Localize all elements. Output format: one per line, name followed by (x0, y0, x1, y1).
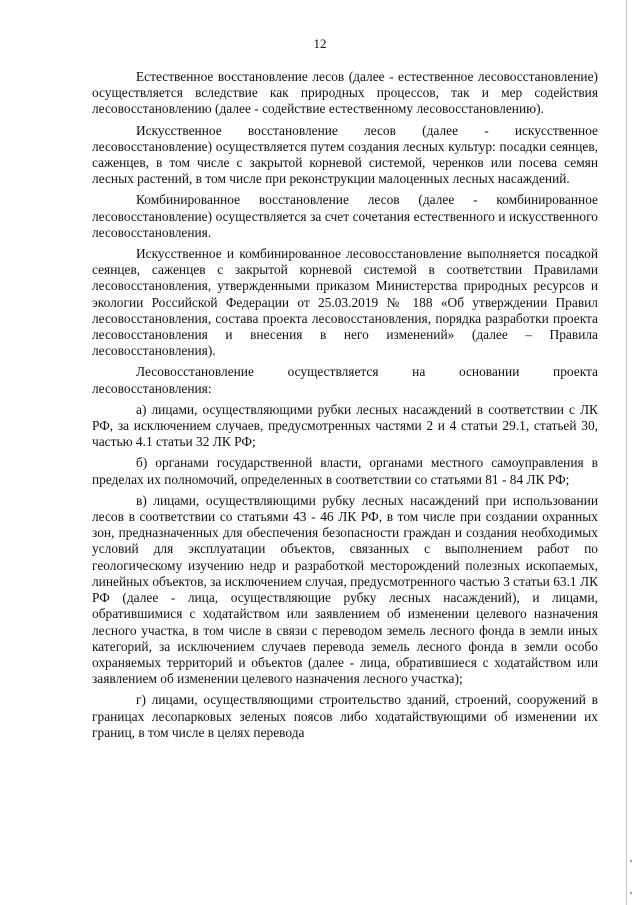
paragraph-natural-reforestation: Естественное восстановление лесов (далее - естественное лесовосстановление) осуществляется вследствие как природных процессов, так и мер содействия лесовосстановлению (далее - содействие естественному лесовосстановлению). (92, 69, 598, 117)
paragraph-reforestation-rules: Искусственное и комбинированное лесовосстановление выполняется посадкой сеянцев, саженцев с закрытой корневой системой в соответствии Правилами лесовосстановления, утвержденными приказом Министерства природных ресурсов и экологии Российской Федерации от 25.03.2019 № 188 «Об утверждении Правил лесовосстановления, состава проекта лесовосстановления, порядка разработки проекта лесовосстановления и внесения в него изменений» (далее – Правила лесовосстановления). (92, 246, 598, 359)
list-item-a: а) лицами, осуществляющими рубки лесных насаждений в соответствии с ЛК РФ, за исключением случаев, предусмотренных частями 2 и 4 статьи 29.1, статьей 30, частью 4.1 статьи 32 ЛК РФ; (92, 401, 598, 450)
document-body (92, 69, 598, 746)
scan-speck (630, 860, 632, 862)
paragraph-artificial-reforestation: Искусственное восстановление лесов (далее - искусственное лесовосстановление) осуществляется путем создания лесных культур: посадки сеянцев, саженцев, в том числе с закрытой корневой системой, черенков или посева семян лесных растений, в том числе при реконструкции малоценных лесных насаждений. (92, 122, 598, 187)
page-number: 12 (313, 36, 327, 51)
scan-edge-line (626, 0, 627, 905)
list-item-b: б) органами государственной власти, органами местного самоуправления в пределах их полномочий, определенных в соответствии со статьями 81 - 84 ЛК РФ; (92, 455, 598, 487)
list-item-v: в) лицами, осуществляющими рубку лесных насаждений при использовании лесов в соответствии со статьями 43 - 46 ЛК РФ, в том числе при создании охранных зон, предназначенных для обеспечения безопасности граждан и создания необходимых условий для эксплуатации объектов, связанных с выполнением работ по геологическому изучению недр и разработкой месторождений полезных ископаемых, линейных объектов, за исключением случая, предусмотренного частью 3 статьи 63.1 ЛК РФ (далее - лица, осуществляющие рубку лесных насаждений), и лицами, обратившимися с ходатайством или заявлением об изменении целевого назначения лесного участка, в том числе в связи с переводом земель лесного фонда в земли иных категорий, за исключением случаев перевода земель лесного фонда в земли особо охраняемых территорий и объектов (далее - лица, обратившиеся с ходатайством или заявлением об изменении целевого назначения лесного участка); (92, 492, 598, 687)
paragraph-reforestation-project: Лесовосстановление осуществляется на основании проекта лесовосстановления: (92, 364, 598, 396)
list-item-g: г) лицами, осуществляющими строительство зданий, строений, сооружений в границах лесопарковых зеленых поясов либо ходатайствующими об изменении их границ, в том числе в целях перевода (92, 692, 598, 740)
paragraph-combined-reforestation: Комбинированное восстановление лесов (далее - комбинированное лесовосстановление) осуществляется за счет сочетания естественного и искусственного лесовосстановления. (92, 192, 598, 240)
scan-speck (630, 892, 632, 894)
